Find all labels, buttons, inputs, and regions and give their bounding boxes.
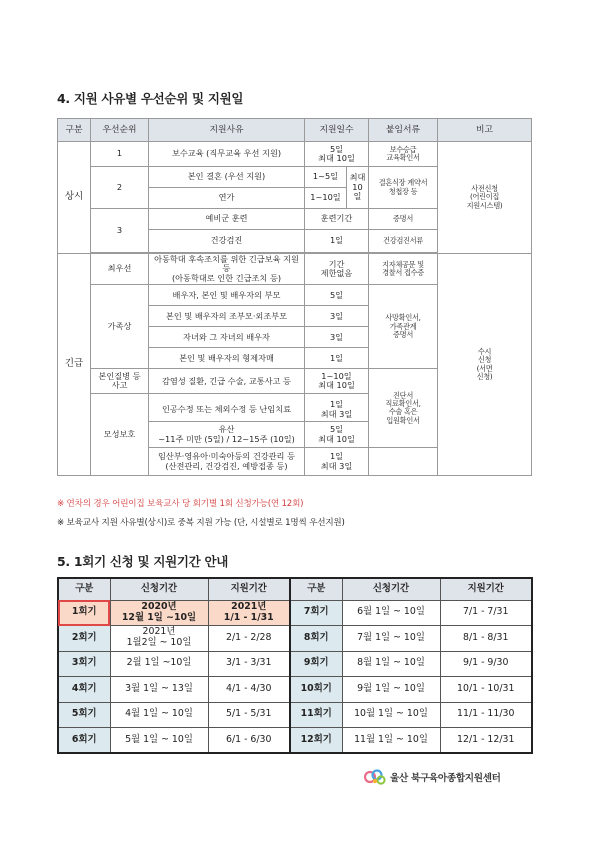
priority-rank: 2 [91,167,149,209]
max-days-cell: 최대 10 일 [347,167,369,209]
round-cell: 11회기 [290,702,342,728]
docs-cell: 결혼식장 계약서 청첩장 등 [369,167,438,209]
header-round: 구분 [290,578,342,600]
period-cell: 3/1 - 3/31 [208,651,290,677]
days-cell: 5일 최대 10일 [305,422,369,448]
priority-label: 본인질병 등 사고 [91,369,149,394]
reason-cell: 감염성 질환, 긴급 수술, 교통사고 등 [149,369,305,394]
period-cell: 10/1 - 10/31 [440,677,532,703]
section4-title: 4. 지원 사유별 우선순위 및 지원일 [57,91,244,106]
schedule-table [57,577,533,754]
organization-name: 울산 북구육아종합지원센터 [390,773,501,784]
apply-cell: 4월 1일 ~ 10일 [110,702,208,728]
table-row [58,677,532,703]
reason-cell: 아동학대 후속조치를 위한 긴급보육 지원 등 (아동학대로 인한 긴급조치 등) [149,254,305,285]
days-cell: 1일 [305,230,369,253]
apply-cell: 3월 1일 ~ 13일 [110,677,208,703]
priority-table [57,118,532,476]
days-cell: 1일 [305,348,369,369]
round-cell: 6회기 [58,728,110,754]
docs-cell: 사망확인서, 가족관계 증명서 [369,285,438,369]
docs-cell: 지자체공문 및 경찰서 접수증 [369,254,438,285]
round-cell: 7회기 [290,600,342,626]
reason-cell: 인공수정 또는 체외수정 등 난임치료 [149,398,305,422]
reason-cell: 보수교육 (직무교육 우선 지원) [149,142,305,167]
period-cell: 2/1 - 2/28 [208,626,290,652]
table-row [58,702,532,728]
table-row [58,142,532,167]
round-cell: 3회기 [58,651,110,677]
table-row [58,651,532,677]
days-cell: 1일 최대 3일 [305,398,369,422]
remark-urgent: 수시 신청 (서면 신청) [438,254,532,476]
apply-cell: 7월 1일 ~ 10일 [342,626,440,652]
days-cell: 1~10일 [305,188,347,209]
days-cell: 3일 [305,306,369,327]
footer [364,768,501,786]
round-cell: 9회기 [290,651,342,677]
category-urgent: 긴급 [58,254,91,476]
apply-cell: 2월 1일 ~10일 [110,651,208,677]
header-round: 구분 [58,578,110,600]
docs-cell: 증명서 [369,209,438,230]
period-cell: 5/1 - 5/31 [208,702,290,728]
category-regular: 상시 [58,142,91,254]
table-row [58,626,532,652]
period-cell: 4/1 - 4/30 [208,677,290,703]
days-cell: 3일 [305,327,369,348]
days-cell: 기간 제한없음 [305,254,369,285]
days-cell: 5일 [305,285,369,306]
days-cell: 훈련기간 [305,209,369,230]
center-logo-icon [364,768,386,786]
reason-cell: 유산 ~11주 미만 (5일) / 12~15주 (10일) [149,422,305,448]
header-period: 지원기간 [440,578,532,600]
apply-cell: 5월 1일 ~ 10일 [110,728,208,754]
apply-cell-highlighted: 2020년 12월 1일 ~10일 [110,600,208,626]
header-priority: 우선순위 [91,119,149,142]
header-reason: 지원사유 [149,119,305,142]
round-cell: 10회기 [290,677,342,703]
priority-table-header [58,119,532,142]
reason-cell: 연가 [149,188,305,209]
header-apply: 신청기간 [342,578,440,600]
days-cell: 1~5일 [305,167,347,188]
header-days: 지원일수 [305,119,369,142]
section5-title: 5. 1회기 신청 및 지원기간 안내 [57,554,229,569]
round-cell: 2회기 [58,626,110,652]
days-cell: 1~10일 최대 10일 [305,369,369,394]
round-cell: 8회기 [290,626,342,652]
header-category: 구분 [58,119,91,142]
remark-regular: 사전신청 (어린이집 지원시스템) [438,142,532,254]
priority-label: 최우선 [91,254,149,285]
apply-cell: 6월 1일 ~ 10일 [342,600,440,626]
days-cell: 5일 최대 10일 [305,142,369,167]
round-cell: 12회기 [290,728,342,754]
docs-cell: 진단서 직료확인서, 수술 혹은 입원확인서 [369,369,438,448]
header-remark: 비고 [438,119,532,142]
period-cell: 12/1 - 12/31 [440,728,532,754]
header-apply: 신청기간 [110,578,208,600]
period-cell: 11/1 - 11/30 [440,702,532,728]
round-cell-highlighted: 1회기 [58,600,110,626]
apply-cell: 2021년 1월2일 ~ 10일 [110,626,208,652]
table-row [58,728,532,754]
table-row [58,254,532,285]
reason-cell: 건강검진 [149,230,305,253]
period-cell: 9/1 - 9/30 [440,651,532,677]
header-docs: 붙임서류 [369,119,438,142]
period-cell-highlighted: 2021년 1/1 - 1/31 [208,600,290,626]
priority-rank: 3 [91,209,149,253]
priority-label: 모성보호 [91,394,149,476]
note-duplicate-support: ※ 보육교사 지원 사유별(상시)로 중복 지원 가능 (단, 시설별로 1명씩 우선지원) [57,518,345,528]
reason-cell: 본인 및 배우자의 형제자매 [149,348,305,369]
round-cell: 5회기 [58,702,110,728]
reason-cell: 배우자, 본인 및 배우자의 부모 [149,285,305,306]
docs-cell: 보수승급 교육확인서 [369,142,438,167]
period-cell: 6/1 - 6/30 [208,728,290,754]
apply-cell: 8월 1일 ~ 10일 [342,651,440,677]
header-period: 지원기간 [208,578,290,600]
schedule-table-header [58,578,532,600]
table-row [58,600,532,626]
priority-rank: 1 [91,142,149,167]
period-cell: 8/1 - 8/31 [440,626,532,652]
reason-cell: 예비군 훈련 [149,209,305,230]
note-annual-leave: ※ 연차의 경우 어린이집 보육교사 당 회기별 1회 신청가능(연 12회) [57,499,304,509]
period-cell: 7/1 - 7/31 [440,600,532,626]
apply-cell: 11월 1일 ~ 10일 [342,728,440,754]
docs-cell: 건강검진서류 [369,230,438,253]
reason-cell: 임산부·영유아·미숙아등의 건강관리 등 (산전관리, 건강검진, 예방접종 등) [149,448,305,476]
days-cell: 1일 최대 3일 [305,448,369,476]
reason-cell: 본인 결혼 (우선 지원) [149,167,305,188]
reason-cell: 본인 및 배우자의 조부모·외조부모 [149,306,305,327]
reason-cell: 자녀와 그 자녀의 배우자 [149,327,305,348]
apply-cell: 9월 1일 ~ 10일 [342,677,440,703]
apply-cell: 10월 1일 ~ 10일 [342,702,440,728]
round-cell: 4회기 [58,677,110,703]
priority-label: 가족상 [91,285,149,369]
